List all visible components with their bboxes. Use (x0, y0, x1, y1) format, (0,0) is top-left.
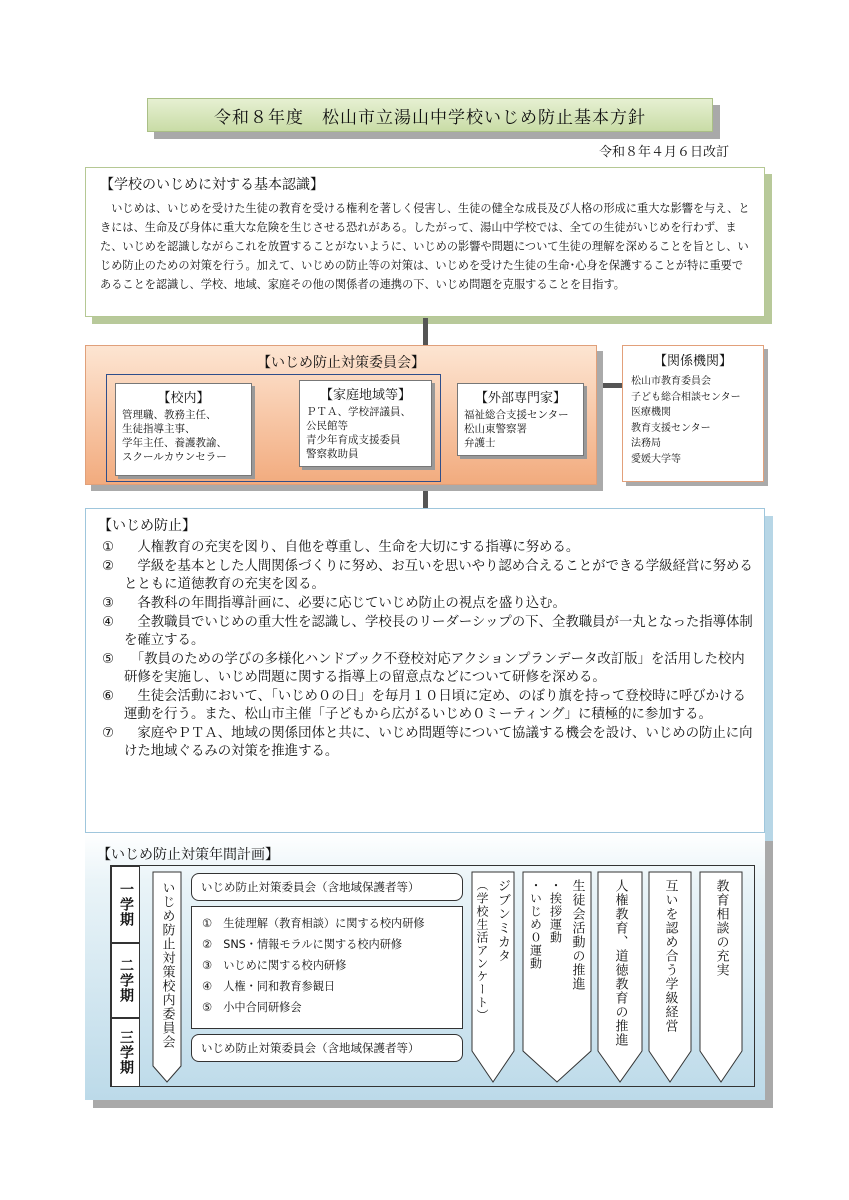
arrow-student-council: 生徒会活動の推進 ・挨拶運動 ・いじめ０運動 (528, 879, 585, 991)
training-item: ② SNS・情報モラルに関する校内研修 (202, 938, 403, 951)
committee-column-label: いじめ防止対策校内委員会 (159, 881, 175, 1049)
school-member-line: 管理職、教務主任、 (122, 409, 217, 421)
external-expert-line: 松山東警察署 (464, 423, 527, 435)
revision-date: 令和８年４月６日改訂 (598, 145, 729, 160)
external-experts-heading: 【外部専門家】 (474, 391, 566, 406)
external-experts-box (457, 383, 584, 456)
connector-line (423, 318, 428, 345)
prevention-item (98, 614, 754, 650)
document-title: 令和８年度 松山市立湯山中学校いじめ防止基本方針 (147, 98, 713, 132)
school-members-heading: 【校内】 (157, 391, 210, 406)
committee-meeting-first: いじめ防止対策委員会（含地域保護者等） (191, 873, 463, 901)
agency-line: 法務局 (631, 438, 661, 449)
prevention-item (98, 539, 754, 557)
committee-title: 【いじめ防止対策委員会】 (257, 355, 425, 371)
family-community-line: 警察救助員 (306, 448, 359, 460)
related-agencies-heading: 【関係機関】 (653, 354, 732, 369)
arrow-human-rights: 人権教育、道徳教育の推進 (612, 879, 628, 1047)
training-item: ④ 人権・同和教育参観日 (202, 980, 336, 993)
family-community-line: 青少年育成支援委員 (306, 434, 401, 446)
school-members-box (115, 383, 252, 476)
family-community-line: ＰＴＡ、学校評議員、 (306, 406, 411, 418)
item-text: 各教科の年間指導計画に、必要に応じていじめ防止の視点を盛り込む。 (124, 596, 566, 611)
item-text: 学級を基本とした人間関係づくりに努め、お互いを思いやり認め合えることができる学級経営に努めるとともに道徳教育の充実を図る。 (124, 559, 753, 592)
connector-line (597, 383, 622, 388)
committee-box (85, 345, 597, 485)
school-member-line: 生徒指導主事、 (122, 423, 196, 435)
connector-line (423, 486, 428, 508)
family-community-heading: 【家庭地域等】 (319, 388, 411, 403)
agency-line: 教育支援センター (631, 422, 711, 434)
item-number: ⑥ (102, 689, 115, 704)
training-item: ① 生徒理解（教育相談）に関する校内研修 (202, 917, 425, 930)
item-number: ④ (102, 615, 115, 630)
training-list-box (191, 906, 463, 1029)
item-text: 「教員のための学びの多様化ハンドブック不登校対応アクションプランデータ改訂版」を活用した校内研修を実施し、いじめ問題に関する指導上の留意点などについて研修を深める。 (124, 652, 745, 685)
annual-plan-heading: 【いじめ防止対策年間計画】 (97, 847, 279, 863)
related-agencies-box (622, 345, 764, 482)
agency-line: 医療機関 (631, 407, 671, 418)
external-expert-line: 弁護士 (464, 437, 496, 449)
arrow-class-management: 互いを認め合う学級経営 (662, 879, 678, 1033)
arrow-counseling: 教育相談の充実 (713, 879, 729, 977)
prevention-item (98, 595, 754, 613)
prevention-item (98, 558, 754, 594)
prevention-item (98, 688, 754, 724)
term-second: 二学期 (111, 943, 140, 1018)
recognition-body: いじめは、いじめを受けた生徒の教育を受ける権利を著しく侵害し、生徒の健全な成長及び人格の形成に重大な影響を与え、ときには、生命及び身体に重大な危険を生じさせる恐れがある。したがって、湯山中学校では、全ての生徒がいじめを行わず、また、いじめを認識しながらこれを放置することがないように、いじめの影響や問題について生徒の理解を深めることを旨とし、いじめ防止のための対策を行う。加えて、いじめの防止等の対策は、いじめを受けた生徒の生命･心身を保護することが特に重要であることを認識し、学校、地域、家庭その他の関係者の連携の下、いじめ問題を克服することを目指す。 (100, 202, 750, 291)
agency-line: 子ども総合相談センター (631, 391, 741, 403)
item-text: 家庭やＰＴＡ、地域の関係団体と共に、いじめ問題等について協議する機会を設け、いじめの防止に向けた地域ぐるみの対策を推進する。 (124, 726, 753, 759)
agency-line: 松山市教育委員会 (631, 376, 711, 387)
recognition-heading: 【学校のいじめに対する基本認識】 (100, 177, 324, 193)
school-member-line: スクールカウンセラー (122, 451, 227, 463)
family-community-line: 公民館等 (306, 420, 348, 432)
prevention-item (98, 651, 754, 687)
basic-recognition-box (85, 167, 765, 317)
annual-plan-box (85, 833, 765, 1100)
arrow-survey: ジブンミカタ （学校生活アンケート） (475, 879, 510, 1022)
item-text: 生徒会活動において、「いじめ０の日」を毎月１０日頃に定め、のぼり旗を持って登校時に呼びかける運動を行う。また、松山市主催「子どもから広がるいじめ０ミーティング」に積極的に参加する。 (124, 689, 746, 722)
external-expert-line: 福祉総合支援センター (464, 409, 569, 421)
agency-line: 愛媛大学等 (631, 453, 681, 465)
term-first: 一学期 (111, 866, 140, 943)
school-member-line: 学年主任、養護教諭、 (122, 437, 227, 449)
prevention-item (98, 725, 754, 761)
item-number: ⑤ (102, 652, 115, 667)
item-number: ① (102, 540, 115, 555)
prevention-list (98, 539, 754, 761)
item-number: ③ (102, 596, 115, 611)
item-number: ⑦ (102, 726, 115, 741)
training-item: ③ いじめに関する校内研修 (202, 959, 347, 972)
term-third: 三学期 (111, 1018, 140, 1087)
item-number: ② (102, 559, 115, 574)
training-item: ⑤ 小中合同研修会 (202, 1001, 302, 1014)
prevention-box (85, 508, 765, 833)
prevention-heading: 【いじめ防止】 (98, 518, 196, 534)
item-text: 人権教育の充実を図り、自他を尊重し、生命を大切にする指導に努める。 (124, 540, 580, 555)
committee-meeting-third: いじめ防止対策委員会（含地域保護者等） (191, 1034, 463, 1062)
family-community-box (299, 380, 432, 467)
item-text: 全教職員でいじめの重大性を認識し、学校長のリーダーシップの下、全教職員が一丸となった指導体制を確立する。 (124, 615, 753, 648)
